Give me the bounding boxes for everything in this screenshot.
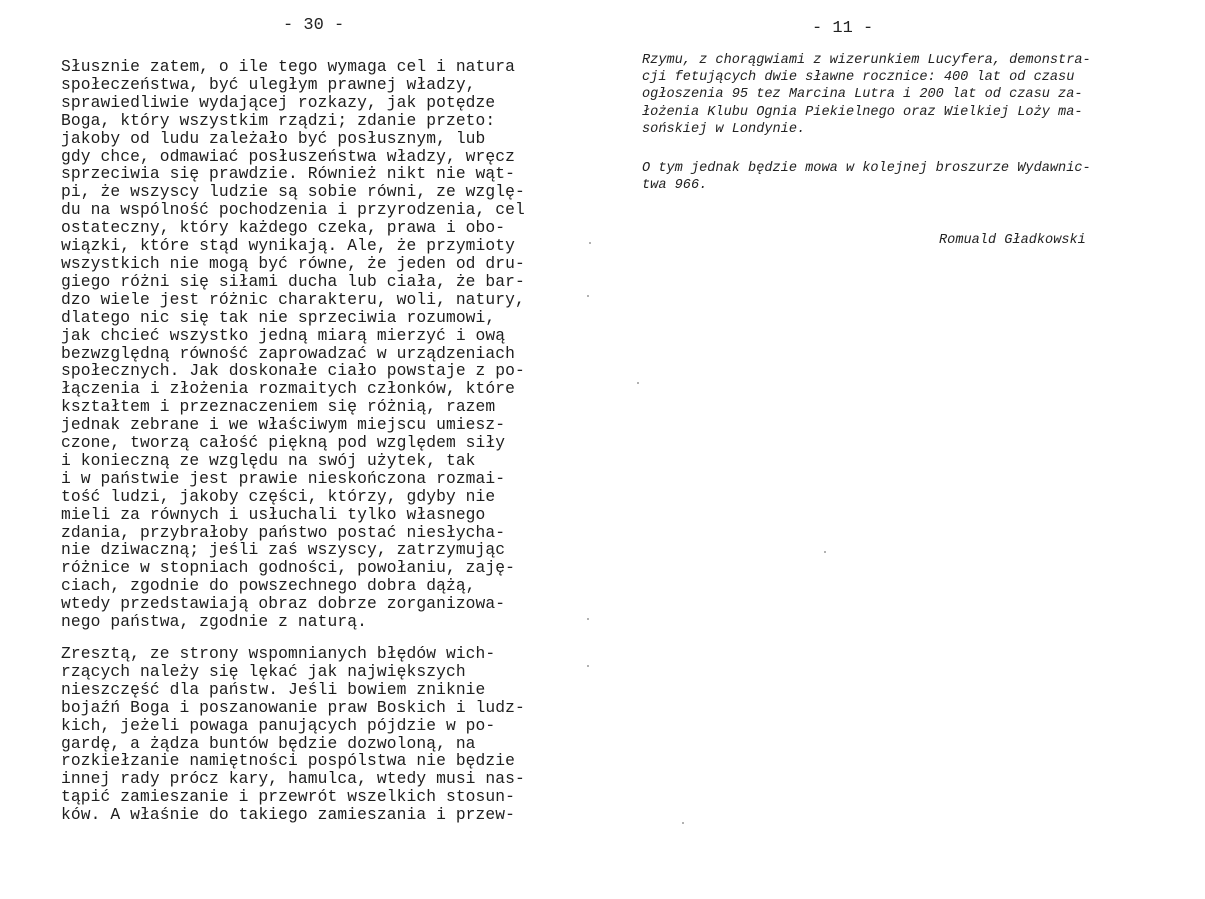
right-page-number: - 11 - (812, 19, 874, 38)
scan-speck (589, 242, 591, 244)
scan-speck (587, 665, 589, 667)
author-signature: Romuald Gładkowski (939, 233, 1086, 248)
left-paragraph-1: Słusznie zatem, o ile tego wymaga cel i natura społeczeństwa, być uległym prawnej władzy, sprawiedliwie wydającej rozkazy, jak potędze Boga, który wszystkim rządzi; zdanie przeto: jakoby od ludu zależało być posłusznym, lub gdy chce, odmawiać posłuszeństwa władzy, wręcz sprzeciwia się prawdzie. Również nikt nie wąt- pi, że wszyscy ludzie są sobie równi, ze wzglę- du na wspólność pochodzenia i przyrodzenia, cel ostateczny, który każdego czeka, prawa i obo- wiązki, które stąd wynikają. Ale, że przymioty wszystkich nie mogą być równe, że jeden od dru- giego różni się siłami ducha lub ciała, że bar- dzo wiele jest różnic charakteru, woli, natury, dlatego nic się tak nie sprzeciwia rozumowi, jak chcieć wszystko jedną miarą mierzyć i ową bezwzględną równość zaprowadzać w urządzeniach społecznych. Jak doskonałe ciało powstaje z po- łączenia i złożenia rozmaitych członków, które kształtem i przeznaczeniem się różnią, razem jednak zebrane i we właściwym miejscu umiesz- czone, tworzą całość piękną pod względem siły i konieczną ze względu na swój użytek, tak i w państwie jest prawie nieskończona rozmai- tość ludzi, jakoby części, którzy, gdyby nie mieli za równych i usłuchali tylko własnego zdania, przybrałoby państwo postać niesłycha- nie dziwaczną; jeśli zaś wszyscy, zatrzymując różnice w stopniach godności, powołaniu, zaję- ciach, zgodnie do powszechnego dobra dążą, wtedy przedstawiają obraz dobrze zorganizowa- nego państwa, zgodnie z naturą. (61, 57, 525, 632)
scan-speck (637, 382, 639, 384)
left-paragraph-2: Zresztą, ze strony wspomnianych błędów wich- rzących należy się lękać jak największych nieszczęść dla państw. Jeśli bowiem zniknie bojaźń Boga i poszanowanie praw Boskich i ludz- kich, jeżeli powaga panujących pójdzie w po- gardę, a żądza buntów będzie dozwoloną, na rozkiełzanie namiętności pospólstwa nie będzie innej rady prócz kary, hamulca, wtedy musi nas- tąpić zamieszanie i przewrót wszelkich stosun- ków. A właśnie do takiego zamieszania i przew- (61, 644, 525, 825)
right-paragraph-2: O tym jednak będzie mowa w kolejnej broszurze Wydawnic- twa 966. (642, 161, 1091, 194)
scan-speck (682, 822, 684, 824)
left-page-number: - 30 - (283, 16, 345, 35)
right-paragraph-1: Rzymu, z chorągwiami z wizerunkiem Lucyfera, demonstra- cji fetujących dwie sławne rocznice: 400 lat od czasu ogłoszenia 95 tez Marcina Lutra i 200 lat od czasu za- łożenia Klubu Ognia Piekielnego oraz Wielkiej Loży ma- sońskiej w Londynie. (642, 53, 1091, 137)
scan-speck (587, 618, 589, 620)
scan-speck (824, 551, 826, 553)
scan-speck (587, 295, 589, 297)
